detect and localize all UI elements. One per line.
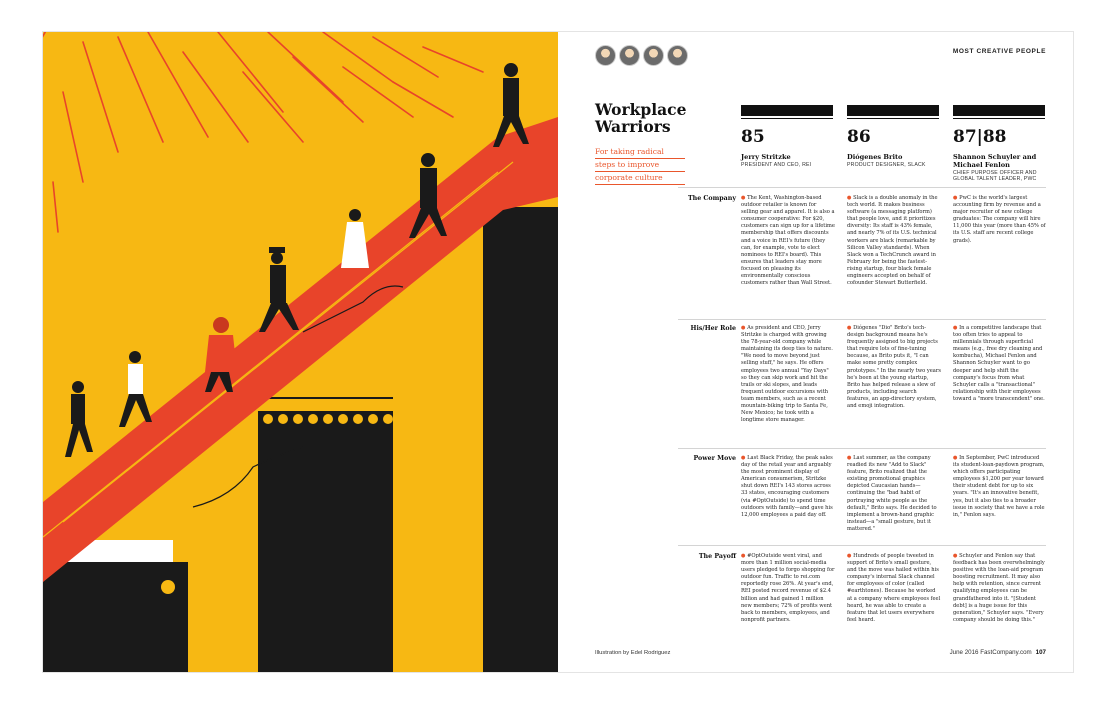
subtitle-line: steps to improve xyxy=(595,159,685,172)
article-page xyxy=(558,32,1073,672)
row-label: His/Her Role xyxy=(690,325,736,332)
row-label: Power Move xyxy=(693,455,736,462)
rank-bar xyxy=(953,105,1045,116)
table-cell: ● Diógenes "Dio" Brito's tech-design background means he's frequently assigned to big projects that require lots of fine-tuning because, as Brito puts it, "I can make some pretty complex prototypes." In the nearly two years he's been at the young startup, Brito has helped release a slew of products, including search features, an app-directory system, and emoji integration. xyxy=(847,325,941,410)
divider xyxy=(678,319,1046,320)
illustration-staircase xyxy=(43,32,558,672)
divider xyxy=(678,187,1046,188)
profile-column-header xyxy=(847,105,939,168)
rank-bar xyxy=(847,105,939,116)
rank-bar xyxy=(741,105,833,116)
rank-number: 86 xyxy=(847,127,871,147)
table-cell: ● Schuyler and Fenlon say that feedback has been overwhelmingly positive with the loan-aid program boosting recruitment. It may also help with retention, since current qualifying employees can be grandfathered into it. "[Student debt] is a huge issue for this generation," Schuyler says. "Every company should be doing this." xyxy=(953,553,1045,623)
table-cell: ● Hundreds of people tweeted in support of Brito's small gesture, and the move was hailed within his company's internal Slack channel for employees of color (called #earthtones). Because he worked at a company where employees feel heard, he was able to create a feature that let users everywhere feel heard. xyxy=(847,553,941,623)
subtitle-line: For taking radical xyxy=(595,146,685,159)
row-label: The Payoff xyxy=(698,553,736,560)
divider xyxy=(678,448,1046,449)
page-folio xyxy=(950,649,1046,656)
page-number: 107 xyxy=(1035,649,1046,656)
author-avatars xyxy=(595,45,688,66)
avatar xyxy=(595,45,616,66)
rank-number: 85 xyxy=(741,127,765,147)
table-cell: ● Last summer, as the company readied its new "Add to Slack" feature, Brito realized that the existing promotional graphics depicted Caucasian hands—continuing the "bad habit of portraying white people as the default," Brito says. He decided to implement a brown-hand graphic instead—a "small gesture, but it mattered." xyxy=(847,455,937,532)
person-role: PRESIDENT AND CEO, REI xyxy=(741,162,812,168)
avatar xyxy=(667,45,688,66)
subtitle-line: corporate culture xyxy=(595,172,685,185)
table-cell: ● In September, PwC introduced its student-loan-paydown program, which offers participating employees $1,200 per year toward their student debt for up to six years. "It's an innovative benefit, yes, but it also ties to a broader issue in society that we have a role in," Fenlon says. xyxy=(953,455,1045,518)
person-name: Diógenes Brito xyxy=(847,153,903,161)
profile-column-header xyxy=(741,105,833,168)
divider xyxy=(678,545,1046,546)
table-cell: ● PwC is the world's largest accounting firm by revenue and a major recruiter of new college graduates: The company will hire 11,000 this year (more than 45% of its U.S. staff are recent college grads). xyxy=(953,195,1046,244)
table-cell: ● The Kent, Washington-based outdoor retailer is known for selling gear and apparel. It is also a consumer cooperative: For $20, customers can sign up for a lifetime membership that offers discounts and a voice in REI's future (they can, for example, vote to elect nominees to REI's board). This ensures that leaders stay more focused on pleasing its environmentally conscious customers rather than Wall Street. xyxy=(741,195,835,287)
issue-date-site: June 2016 FastCompany.com xyxy=(949,649,1032,656)
magazine-spread xyxy=(43,32,1073,672)
section-label: MOST CREATIVE PEOPLE xyxy=(952,48,1046,55)
article-subtitle xyxy=(595,146,685,185)
table-cell: ● In a competitive landscape that too often tries to appeal to millennials through superficial means (e.g., free dry cleaning and kombucha), Michael Fenlon and Shannon Schuyler want to go deeper and help shift the company's focus from what Schuyler calls a "transactional" relationship with their employees toward a "more transcendent" one. xyxy=(953,325,1045,402)
rank-number: 87|88 xyxy=(953,127,1007,147)
person-name: Shannon Schuyler and Michael Fenlon xyxy=(953,153,1037,169)
person-role: CHIEF PURPOSE OFFICER AND GLOBAL TALENT LEADER, PWC xyxy=(953,170,1037,183)
table-cell: ● Last Black Friday, the peak sales day of the retail year and arguably the most prominent display of American consumerism, Stritzke shut down REI's 143 stores across 33 states, encouraging customers (via #OptOutside) to spend time outdoors with family—and gave his 12,000 employees a paid day off. xyxy=(741,455,833,518)
person-role: PRODUCT DESIGNER, SLACK xyxy=(847,162,926,168)
person-name: Jerry Stritzke xyxy=(741,153,791,161)
table-cell: ● As president and CEO, Jerry Stritzke is charged with growing the 78-year-old company while maintaining its deep ties to nature. "We need to move beyond just selling stuff," he says. He offers employees two annual "Yay Days" so they can skip work and hit the trails or ski slopes, and leads frequent outdoor excursions with team members, such as a recent mountain-biking trip to Santa Fe, New Mexico; he took with a longtime store manager. xyxy=(741,325,833,424)
profile-column-header xyxy=(953,105,1045,183)
illustration-credit: Illustration by Edel Rodriguez xyxy=(595,650,671,656)
article-title: Workplace Warriors xyxy=(595,100,687,136)
table-cell: ● Slack is a double anomaly in the tech world. It makes business software (a messaging platform) that people love, and it prioritizes diversity: Its staff is 43% female, and nearly 7% of its U.S. technical workers are black (remarkable by Silicon Valley standards). When Slack won a TechCrunch award in February for being the fastest-rising startup, four black female engineers accepted on behalf of cofounder Stewart Butterfield. xyxy=(847,195,938,287)
avatar xyxy=(643,45,664,66)
avatar xyxy=(619,45,640,66)
row-label: The Company xyxy=(687,195,736,202)
staircase-illustration-art xyxy=(43,32,558,672)
table-cell: ● #OptOutside went viral, and more than 1 million social-media users pledged to forgo shopping for outdoor fun. Traffic to rei.com reportedly rose 26%. At year's end, REI posted record revenue of $2.4 billion and had gained 1 million new members; 72% of profits went back to members, employees, and nonprofit partners. xyxy=(741,553,835,623)
